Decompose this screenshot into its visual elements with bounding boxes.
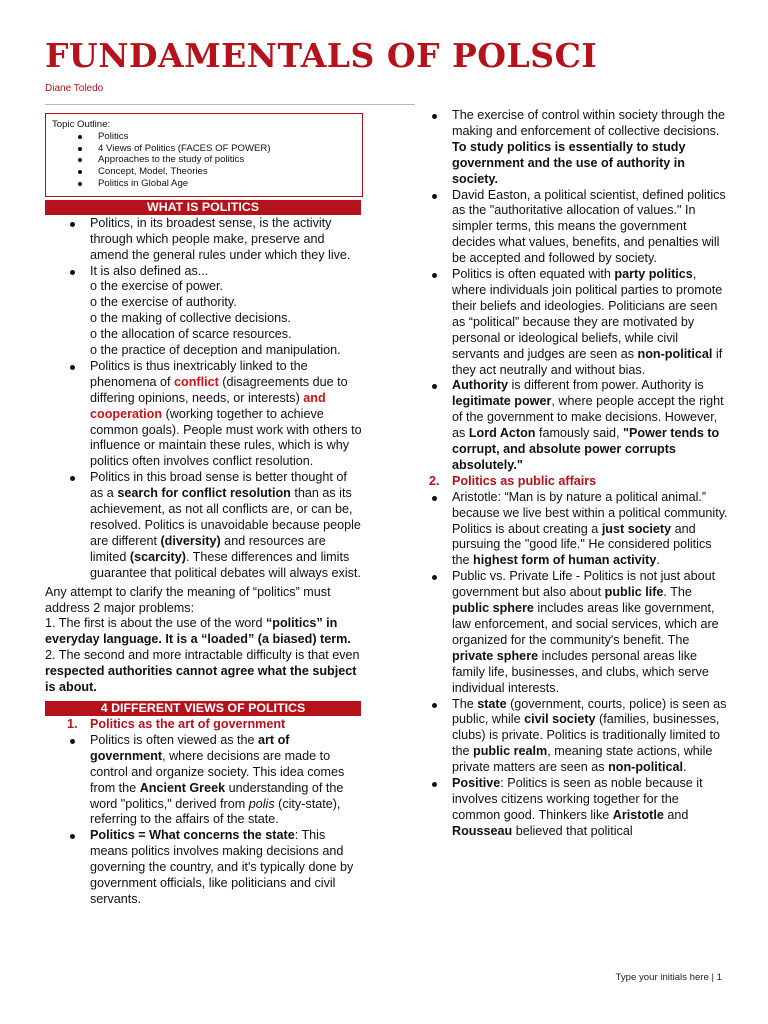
outline-item: Concept, Model, Theories (88, 166, 356, 178)
highlight-conflict: conflict (174, 374, 219, 389)
text: Politics is thus inextricably linked to the phenomena of (90, 358, 308, 389)
emphasis: Rousseau (452, 823, 513, 838)
outline-item: Approaches to the study of politics (88, 154, 356, 166)
subheading-text: Politics as the art of government (90, 716, 286, 731)
text: , where people accept the right of the government to make decisions. However, as (452, 394, 724, 441)
emphasis: non-political (637, 346, 713, 361)
text: The exercise of control within society through the making and enforcement of collective decisions. (452, 108, 726, 138)
emphasis: state (477, 696, 507, 711)
emphasis: party politics (614, 267, 693, 282)
emphasis: Authority (452, 378, 508, 393)
definition-line: o the making of collective decisions. (90, 311, 291, 326)
text: famously said, (535, 426, 624, 441)
emphasis: Politics = What concerns the state (90, 828, 295, 843)
emphasis: public realm (473, 744, 548, 759)
author-name: Diane Toledo (45, 83, 104, 94)
emphasis: respected authorities cannot agree what the subject is about. (45, 664, 357, 695)
text: than as its achievement, as not all conflicts are, or can be, resolved. Politics is unavoidable because people are different (90, 486, 361, 548)
list-item (429, 776, 729, 840)
art-of-government-list-continued (429, 108, 729, 474)
text: Politics in this broad sense is better thought of as a (90, 470, 347, 501)
emphasis: search for conflict resolution (117, 486, 291, 501)
italic-term: polis (248, 796, 275, 811)
emphasis: private sphere (452, 648, 539, 663)
text: understanding of the word "politics," derived from (90, 780, 344, 811)
text: (government, courts, police) is seen as public, while (452, 696, 727, 727)
text: and resources are limited (90, 533, 326, 564)
text: includes personal areas like family life, businesses, and clubs, which serve individual interests. (452, 648, 709, 695)
text: includes areas like government, law enforcement, and social services, which are organized for the community's benefit. The (452, 601, 719, 647)
list-item (45, 359, 363, 470)
list-item (45, 264, 363, 359)
text: , where decisions are made to control and organize society. This idea comes from the (90, 748, 345, 795)
text: It is also defined as... (90, 263, 209, 278)
list-item (429, 267, 729, 378)
list-item (45, 470, 363, 581)
text: . These differences and limits guarantee that political debates will always exist. (90, 549, 361, 580)
emphasis: Aristotle (612, 807, 664, 822)
public-affairs-list (429, 490, 729, 840)
emphasis: art of government (90, 732, 290, 763)
outline-list (52, 131, 356, 190)
emphasis: public life (604, 585, 664, 600)
emphasis: (scarcity) (129, 549, 186, 564)
text: 1. The first is about the use of the word (45, 616, 266, 631)
list-item (45, 216, 363, 264)
text: is different from power. Authority is (507, 378, 704, 393)
text: if they act neutrally and without bias. (452, 346, 723, 377)
subheading-number: 1. (67, 716, 78, 731)
left-column (45, 113, 363, 908)
emphasis: non-political (608, 760, 683, 775)
outline-item: Politics in Global Age (88, 178, 356, 190)
list-item (429, 108, 729, 188)
emphasis: “politics” in everyday language. It is a “loaded” (a biased) term. (45, 616, 351, 647)
document-title: FUNDAMENTALS OF POLSCI (45, 36, 598, 75)
subheading-public-affairs (429, 474, 729, 490)
list-item (429, 378, 729, 473)
page-footer[interactable]: Type your initials here | 1 (615, 972, 722, 983)
text: Public vs. Private Life - Politics is not just about government but also about (452, 569, 716, 600)
text: Politics is often equated with (452, 267, 615, 282)
list-item (429, 188, 729, 268)
list-item (429, 569, 729, 696)
outline-item: 4 Views of Politics (FACES OF POWER) (88, 143, 356, 155)
definition-line: o the exercise of power. (90, 279, 224, 294)
paragraph (45, 616, 363, 648)
text: (city-state), referring to the affairs of the state. (90, 796, 341, 827)
section-heading-what-is-politics: WHAT IS POLITICS (45, 200, 361, 215)
highlight-cooperation: and cooperation (90, 390, 326, 421)
text: . The (663, 585, 692, 600)
text: The (452, 696, 478, 711)
emphasis: (diversity) (160, 533, 221, 548)
text: 2. The second and more intractable difficulty is that even (45, 648, 360, 663)
art-of-government-list (45, 733, 363, 908)
text: believed that political (512, 823, 633, 838)
text: : Politics is seen as noble because it involves citizens working together for the common good. Thinkers like (452, 776, 703, 822)
paragraph (45, 648, 363, 696)
paragraph: Any attempt to clarify the meaning of “politics” must address 2 major problems: (45, 584, 331, 615)
topic-outline-box (45, 113, 363, 197)
emphasis: Positive (452, 776, 501, 791)
text: (disagreements due to differing opinions, needs, or interests) (90, 374, 348, 405)
text: (working together to achieve common goals). People must work with others to influence or maintain these rules, which is why politics often involves conflict resolution. (90, 406, 362, 469)
emphasis: highest form of human activity (473, 553, 657, 568)
list-item (45, 828, 363, 908)
emphasis: Ancient Greek (139, 780, 226, 795)
text: and (663, 807, 689, 822)
list-item (45, 733, 363, 828)
outline-label: Topic Outline: (52, 119, 111, 130)
text: Politics, in its broadest sense, is the activity through which people make, preserve and amend the general rules under which they live. (90, 215, 351, 262)
text: Aristotle: “Man is by nature a political animal.” because we live best within a political community. Politics is about creating a (452, 489, 728, 536)
emphasis: Lord Acton (468, 426, 536, 441)
right-column (429, 108, 729, 840)
text: , meaning state actions, while private matters are seen as (452, 744, 713, 775)
text: : This means politics involves making decisions and governing the country, and it's typically done by government officials, like politicians and civil servants. (90, 828, 354, 906)
header-divider (45, 104, 415, 105)
subheading-number: 2. (429, 473, 440, 488)
text: Politics is often viewed as the (90, 732, 258, 747)
definition-line: o the allocation of scarce resources. (90, 327, 292, 342)
emphasis: public sphere (452, 601, 534, 616)
emphasis: just society (601, 521, 672, 536)
subheading-text: Politics as public affairs (452, 473, 597, 488)
text: David Easton, a political scientist, defined politics as the "authoritative allocation of values." In simpler terms, this means the government decides what values, benefits, and penalties will be accepted and followed by society. (452, 187, 726, 266)
text: . (656, 553, 660, 568)
what-is-politics-list (45, 216, 363, 582)
text: and pursuing the "good life." He considered politics the (452, 521, 712, 568)
list-item (429, 697, 729, 777)
text: , where individuals join political parties to promote their beliefs and ideologies. Politicians are seen as “political” because they are motivated by personal or ideological beliefs, while civil servants and judges are seen as (452, 267, 723, 361)
outline-item: Politics (88, 131, 356, 143)
emphasis: "Power tends to corrupt, and absolute power corrupts absolutely." (452, 426, 720, 472)
section-heading-four-views: 4 DIFFERENT VIEWS OF POLITICS (45, 701, 361, 716)
subheading-art-of-government (45, 717, 363, 733)
definition-line: o the exercise of authority. (90, 295, 237, 310)
emphasis: To study politics is essentially to study government and the use of authority in society. (452, 139, 686, 186)
list-item (429, 490, 729, 570)
emphasis: civil society (524, 712, 596, 727)
text: . (682, 760, 687, 775)
emphasis: legitimate power (452, 394, 552, 409)
text: (families, businesses, clubs) is private. Politics is traditionally limited to the (452, 712, 721, 759)
definition-line: o the practice of deception and manipulation. (90, 343, 341, 358)
